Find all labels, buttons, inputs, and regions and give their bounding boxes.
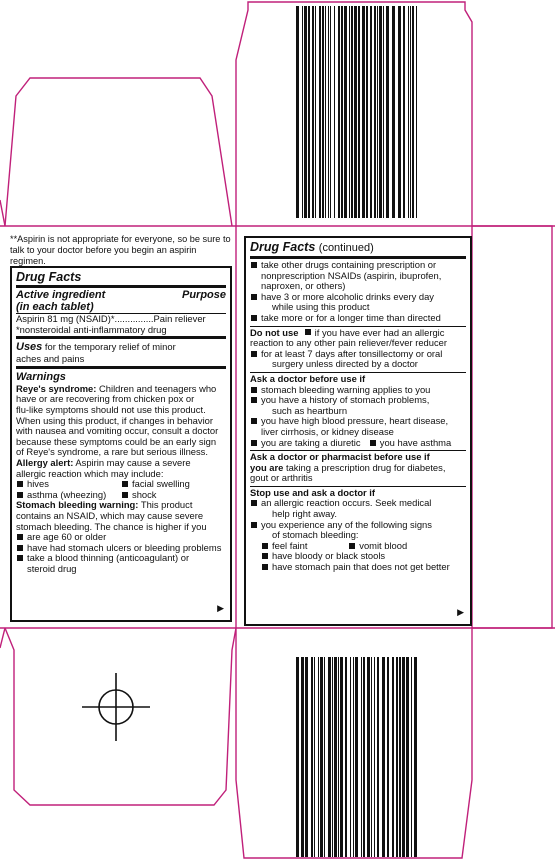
drug-facts-title: Drug Facts xyxy=(16,270,82,284)
list-item: you have asthma xyxy=(369,438,466,449)
ask-doctor-label: Ask a doctor before use if xyxy=(250,372,366,384)
allergy-line: Aspirin may cause a severe xyxy=(75,456,191,468)
list-item: take other drugs containing prescription or nonprescription NSAIDs (aspirin, ibuprofen, naproxen, or others) xyxy=(250,260,466,292)
pharm-line: you are xyxy=(250,461,284,473)
continue-arrow-icon: ▶ xyxy=(217,603,224,614)
list-item: you have a history of stomach problems, such as heartburn xyxy=(250,395,466,416)
ingredient: Aspirin 81 mg (NSAID)*............... xyxy=(16,313,154,324)
warnings-label: Warnings xyxy=(16,370,66,383)
allergy-line: allergic reaction which may include: xyxy=(16,467,164,479)
allergy-item: shock xyxy=(121,490,226,501)
stomach-item-cont: steroid drug xyxy=(27,562,77,574)
do-not-use-label: Do not use xyxy=(250,326,299,338)
list-item: for at least 7 days after tonsillectomy or oral surgery unless directed by a doctor xyxy=(250,349,466,370)
stomach-label: Stomach bleeding warning: xyxy=(16,499,139,511)
active-ingredient-label2: (in each tablet) xyxy=(16,301,94,313)
pharm-line: taking a prescription drug for diabetes, xyxy=(285,461,446,473)
barcode-bottom xyxy=(296,657,420,857)
drug-facts-right xyxy=(244,236,472,626)
drug-facts-continued: (continued) xyxy=(318,242,374,254)
ask-pharmacist-label: Ask a doctor or pharmacist before use if xyxy=(250,451,430,463)
list-item: have bloody or black stools xyxy=(261,551,466,562)
allergy-label: Allergy alert: xyxy=(16,456,74,468)
pharm-line: gout or arthritis xyxy=(250,472,313,484)
list-item: feel faint xyxy=(261,541,348,552)
purpose-label: Purpose xyxy=(181,289,226,301)
barcode-gap xyxy=(417,657,420,857)
drug-facts-left xyxy=(10,266,232,622)
uses-label: Uses xyxy=(16,341,43,354)
active-ingredient-label: Active ingredient xyxy=(16,289,106,301)
do-not-use-first: if you have ever had an allergic xyxy=(304,327,445,338)
continue-arrow-icon: ▶ xyxy=(457,607,464,618)
registration-mark xyxy=(82,673,150,741)
reyes-line: When using this product, if changes in behavior xyxy=(16,414,213,426)
stomach-line: This product xyxy=(140,499,193,511)
ingredient-purpose: Pain reliever xyxy=(153,313,206,324)
reyes-line: with nausea and vomiting occur, consult a doctor xyxy=(16,425,219,437)
stomach-line: stomach bleeding. The chance is higher if you xyxy=(16,520,207,532)
stop-use-label: Stop use and ask a doctor if xyxy=(250,486,376,498)
do-not-use-first2: reaction to any other pain reliever/fever reducer xyxy=(250,337,447,349)
reyes-line: flu-like symptoms should not use this product. xyxy=(16,403,206,415)
list-item: you are taking a diuretic xyxy=(250,438,369,449)
stomach-item: take a blood thinning (anticoagulant) or xyxy=(16,553,226,564)
footnote: *nonsteroidal anti-inflammatory drug xyxy=(16,323,167,335)
uses-text2: aches and pains xyxy=(16,353,85,365)
allergy-item: facial swelling xyxy=(121,479,226,490)
stomach-item: have had stomach ulcers or bleeding problems xyxy=(16,543,226,554)
barcode-gap xyxy=(417,6,420,218)
stomach-item: are age 60 or older xyxy=(16,532,226,543)
list-item: take more or for a longer time than directed xyxy=(250,313,466,324)
list-item: stomach bleeding warning applies to you xyxy=(250,385,466,396)
reyes-line: of Reye's syndrome, a rare but serious illness. xyxy=(16,446,208,458)
reyes-label: Reye's syndrome: xyxy=(16,382,97,394)
stomach-line: contains an NSAID, which may cause severe xyxy=(16,509,204,521)
reyes-line: because these symptoms could be an early sign xyxy=(16,435,217,447)
list-item: an allergic reaction occurs. Seek medical help right away. xyxy=(250,498,466,519)
allergy-item: hives xyxy=(16,479,121,490)
list-item: vomit blood xyxy=(348,541,466,552)
list-item: have stomach pain that does not get better xyxy=(261,562,466,573)
reyes-line: have or are recovering from chicken pox or xyxy=(16,393,195,405)
aspirin-note: **Aspirin is not appropriate for everyone, so be sure to talk to your doctor before you begin an aspirin regimen. xyxy=(10,234,231,266)
reyes-line: Children and teenagers who xyxy=(99,382,217,394)
uses-text: for the temporary relief of minor xyxy=(44,341,176,353)
list-item: you have high blood pressure, heart disease, liver cirrhosis, or kidney disease xyxy=(250,416,466,437)
list-item: have 3 or more alcoholic drinks every day while using this product xyxy=(250,292,466,313)
allergy-item: asthma (wheezing) xyxy=(16,490,121,501)
list-item: you experience any of the following signs of stomach bleeding: xyxy=(250,520,466,541)
barcode-top xyxy=(296,6,420,218)
drug-facts-title: Drug Facts xyxy=(250,240,316,254)
